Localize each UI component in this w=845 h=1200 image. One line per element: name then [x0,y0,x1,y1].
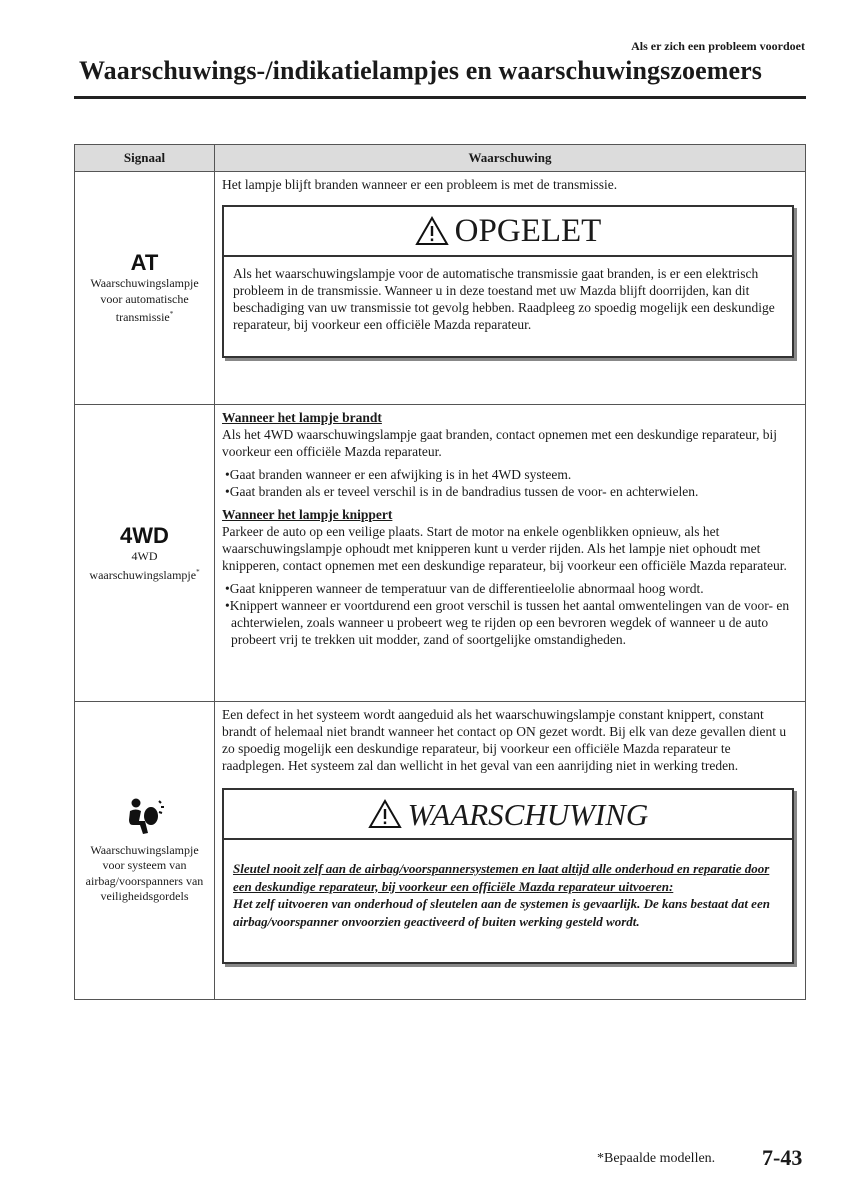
caution-box-text: Als het waarschuwingslampje voor de automatische transmissie gaat branden, is er een elektrisch probleem in de transmissie. Wanneer u in deze toestand met uw Mazda blijft doorrijden, kan dit beschadiging van uw transmissie tot gevolg hebben. Raadpleeg zo spoedig mogelijk een deskundige reparateur, bij voorkeur een officiële Mazda reparateur. [233,266,775,332]
bullet-item: •Knippert wanneer er voortdurend een groot verschil is tussen het aantal omwentelingen van de voor- en achterwielen, zoals wanneer u probeert weg te rijden op een bevroren wegdek of wanneer u de auto probeert vrij te trekken uit modder, zand of soortgelijke omstandigheden. [225,598,790,647]
4wd-warning-symbol: 4WD [120,523,169,548]
airbag-warning-icon [125,797,165,837]
column-header-warning: Waarschuwing [468,150,552,165]
signal-cell-4wd [75,405,215,701]
table-row-at [75,172,805,405]
signal-label-4wd: 4WD waarschuwingslampje* [89,549,200,582]
warning-box-title: WAARSCHUWING [407,796,649,832]
signal-cell-at [75,172,215,404]
footnote-mark: * [196,567,200,576]
heading-rule [74,96,806,99]
paragraph-lamp-blinks: Parkeer de auto op een veilige plaats. Start de motor na enkele ogenblikken opnieuw, als het waarschuwingslampje ophoudt met knipperen kunt u verder rijden. Als het lampje niet ophoudt met knipperen, contact opnemen met een deskundige reparateur, bij voorkeur een officiële Mazda reparateur. [222,524,787,573]
bullet-item: •Gaat branden wanneer er een afwijking is in het 4WD systeem. [225,467,572,482]
page-number: 7-43 [762,1145,803,1170]
page-heading: Waarschuwings-/indikatielampjes en waarschuwingszoemers [79,56,762,85]
footnote-mark: * [169,310,174,319]
footnote: *Bepaalde modellen. [597,1151,716,1166]
warning-box-text: Het zelf uitvoeren van onderhoud of sleutelen aan de systemen is gevaarlijk. De kans bestaat dat een airbag/voorspanner onvoorzien geactiveerd of buiten werking gesteld wordt. [233,896,770,929]
warning-box [222,788,794,964]
paragraph-lamp-on: Als het 4WD waarschuwingslampje gaat branden, contact opnemen met een deskundige reparateur, bij voorkeur een officiële Mazda reparateur. [222,427,778,459]
signal-cell-airbag [75,702,215,999]
warning-box-body [224,840,792,936]
warning-cell-at [215,172,805,404]
warning-lights-table [74,144,806,1000]
warning-cell-4wd [215,405,805,701]
signal-label-at: Waarschuwingslampje voor automatische transmissie* [90,276,199,325]
table-row-4wd [75,405,805,702]
bullet-item: •Gaat knipperen wanneer de temperatuur van de differentieelolie abnormaal hoog wordt. [225,581,704,596]
section-title: Als er zich een probleem voordoet [631,39,805,53]
warning-box-lead: Sleutel nooit zelf aan de airbag/voorspannersystemen en laat altijd alle onderhoud en reparatie door een deskundige reparateur, bij voorkeur een officiële Mazda reparateur uitvoeren: [233,861,770,894]
airbag-description: Een defect in het systeem wordt aangeduid als het waarschuwingslampje constant knippert, constant brandt of helemaal niet brandt wanneer het contact op ON gezet wordt. Bij elk van deze gevallen dient u zo spoedig mogelijk een deskundige reparateur, bij voorkeur een officiële Mazda reparateur te raadplegen. Het systeem zal dan wellicht in het geval van een aanrijding niet in werking treden. [222,707,787,773]
subheading-lamp-blinks: Wanneer het lampje knippert [222,507,393,522]
warning-cell-airbag [215,702,805,999]
warning-triangle-icon [368,799,402,829]
warning-box-header [224,790,792,840]
table-row-airbag [75,702,805,999]
bullet-item: •Gaat branden als er teveel verschil is in de bandradius tussen de voor- en achterwielen. [225,484,699,499]
caution-box [222,205,794,358]
caution-box-header [224,207,792,257]
column-header-signal: Signaal [75,145,215,171]
table-header [75,145,805,172]
signal-label-airbag: Waarschuwingslampje voor systeem van airbag/voorspanners van veiligheidsgordels [85,842,204,903]
subheading-lamp-on: Wanneer het lampje brandt [222,410,382,425]
at-warning-symbol: AT [130,250,159,276]
caution-box-title: OPGELET [454,212,602,249]
at-description: Het lampje blijft branden wanneer er een probleem is met de transmissie. [222,177,618,192]
caution-triangle-icon [415,216,449,246]
